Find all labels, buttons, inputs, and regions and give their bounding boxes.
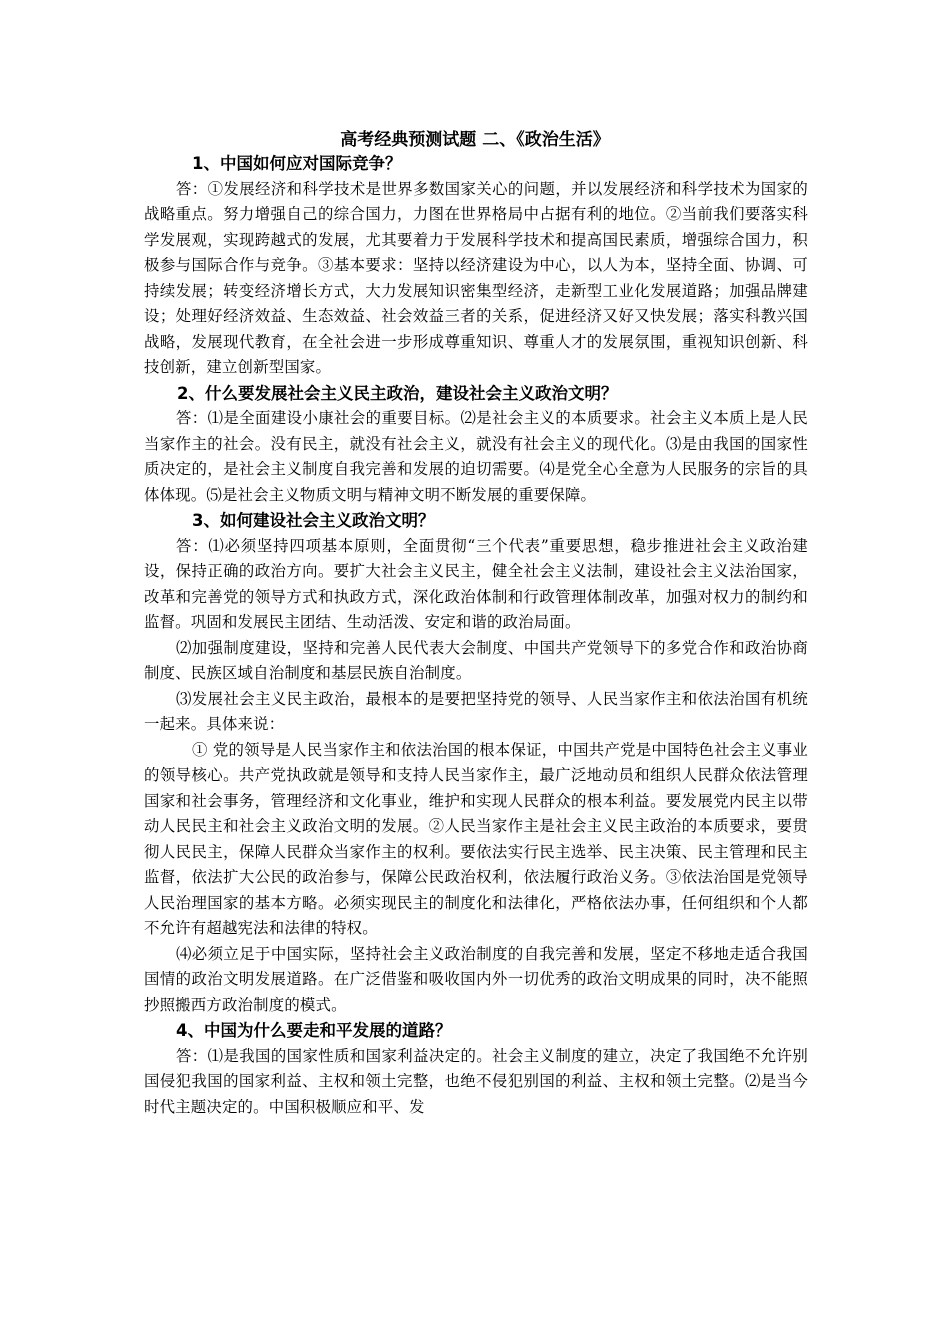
question-heading-3: 3、如何建设社会主义政治文明？ (192, 511, 435, 530)
answer-paragraph: 答：①发展经济和科学技术是世界多数国家关心的问题，并以发展经济和科学技术为国家的战略重点。努力增强自己的综合国力，力图在世界格局中占据有利的地位。②当前我们要落实科学发展观，实现跨越式的发展，尤其要着力于发展科学技术和提高国民素质，增强综合国力，积极参与国际合作与竞争。③基本要求：坚持以经济建设为中心，以人为本，坚持全面、协调、可持续发展；转变经济增长方式，大力发展知识密集型经济，走新型工业化发展道路；加强品牌建设；处理好经济效益、生态效益、社会效益三者的关系，促进经济又好又快发展；落实科教兴国战略，发展现代教育，在全社会进一步形成尊重知识、尊重人才的发展氛围，重视知识创新、科技创新，建立创新型国家。 (144, 179, 808, 376)
question-heading-2: 2、什么要发展社会主义民主政治，建设社会主义政治文明？ (177, 383, 618, 403)
answer-paragraph: 答：⑴是我国的国家性质和国家利益决定的。社会主义制度的建立，决定了我国绝不允许别国侵犯我国的国家利益、主权和领土完整，也绝不侵犯别国的利益、主权和领土完整。⑵是当今时代主题决定的。中国积极顺应和平、发 (144, 1046, 808, 1116)
answer-paragraph: ① 党的领导是人民当家作主和依法治国的根本保证，中国共产党是中国特色社会主义事业的领导核心。共产党执政就是领导和支持人民当家作主，最广泛地动员和组织人民群众依法管理国家和社会事务，管理经济和文化事业，维护和实现人民群众的根本利益。要发展党内民主以带动人民民主和社会主义政治文明的发展。②人民当家作主是社会主义民主政治的本质要求，要贯彻人民民主，保障人民群众当家作主的权利。要依法实行民主选举、民主决策、民主管理和民主监督，依法扩大公民的政治参与，保障公民政治权利，依法履行政治义务。③依法治国是党领导人民治理国家的基本方略。必须实现民主的制度化和法律化，严格依法办事，任何组织和个人都不允许有超越宪法和法律的特权。 (144, 740, 808, 937)
answer-paragraph: 答：⑴是全面建设小康社会的重要目标。⑵是社会主义的本质要求。社会主义本质上是人民当家作主的社会。没有民主，就没有社会主义，就没有社会主义的现代化。⑶是由我国的国家性质决定的，是社会主义制度自我完善和发展的迫切需要。⑷是党全心全意为人民服务的宗旨的具体体现。⑸是社会主义物质文明与精神文明不断发展的重要保障。 (144, 409, 808, 504)
answer-paragraph: 答：⑴必须坚持四项基本原则，全面贯彻“三个代表”重要思想，稳步推进社会主义政治建设，保持正确的政治方向。要扩大社会主义民主，健全社会主义法制，建设社会主义法治国家， 改革和完善党的领导方式和执政方式，深化政治体制和行政管理体制改革，加强对权力的制约和监督。巩固和发展民主团结、生动活泼、安定和谐的政治局面。 (144, 536, 808, 631)
question-heading-1: 1、中国如何应对国际竞争？ (192, 154, 402, 173)
answer-paragraph: ⑷必须立足于中国实际，坚持社会主义政治制度的自我完善和发展，坚定不移地走适合我国国情的政治文明发展道路。在广泛借鉴和吸收国内外一切优秀的政治文明成果的同时，决不能照抄照搬西方政治制度的模式。 (144, 944, 808, 1014)
document-body (144, 151, 808, 1120)
question-heading-4: 4、中国为什么要走和平发展的道路？ (176, 1021, 452, 1040)
page-title: 高考经典预测试题 二、《政治生活》 (340, 130, 610, 150)
answer-paragraph: ⑶发展社会主义民主政治，最根本的是要把坚持党的领导、人民当家作主和依法治国有机统一起来。具体来说： (144, 689, 808, 733)
answer-paragraph: ⑵加强制度建设，坚持和完善人民代表大会制度、中国共产党领导下的多党合作和政治协商制度、民族区域自治制度和基层民族自治制度。 (144, 638, 808, 682)
